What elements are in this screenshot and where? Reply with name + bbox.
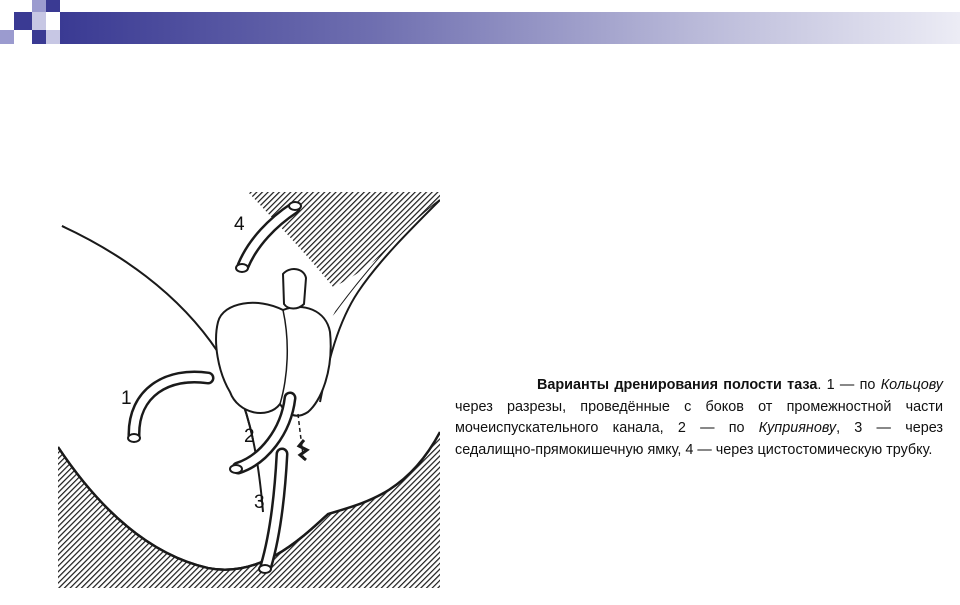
decor-square [14,30,32,44]
decor-square [32,0,46,12]
decor-square [46,0,60,12]
caption-paragraph [455,375,943,461]
decor-square [46,30,60,44]
figure-label-2: 2 [244,426,255,447]
caption-text-3: , 3 — через седалищно-прямокишечную ямку, 4 — через цистостомическую трубку. [455,420,943,458]
figure-label-4: 4 [234,214,245,235]
caption-name-1: Кольцову [880,377,943,393]
caption-name-2: Куприянову [758,420,837,436]
caption-title: Варианты дренирования полости таза [537,377,818,393]
decor-square [14,12,32,30]
scrotum [216,303,331,416]
decor-square [32,12,46,30]
figure-caption [455,375,943,461]
caption-text-1: . 1 — по [817,377,881,393]
figure-label-1: 1 [121,388,132,409]
caption-text-2: через разрезы, проведённые с боков от промежностной части мочеиспускательного канала, 2 — по [455,398,943,436]
slide-header-decoration [0,0,960,50]
decor-square [32,30,46,44]
figure-label-3: 3 [254,492,265,513]
penis [283,269,306,308]
header-gradient-bar [60,12,960,44]
decor-square [0,30,14,44]
pelvic-drainage-illustration [58,192,440,588]
decor-square [0,0,14,14]
tube-1 [128,377,208,442]
